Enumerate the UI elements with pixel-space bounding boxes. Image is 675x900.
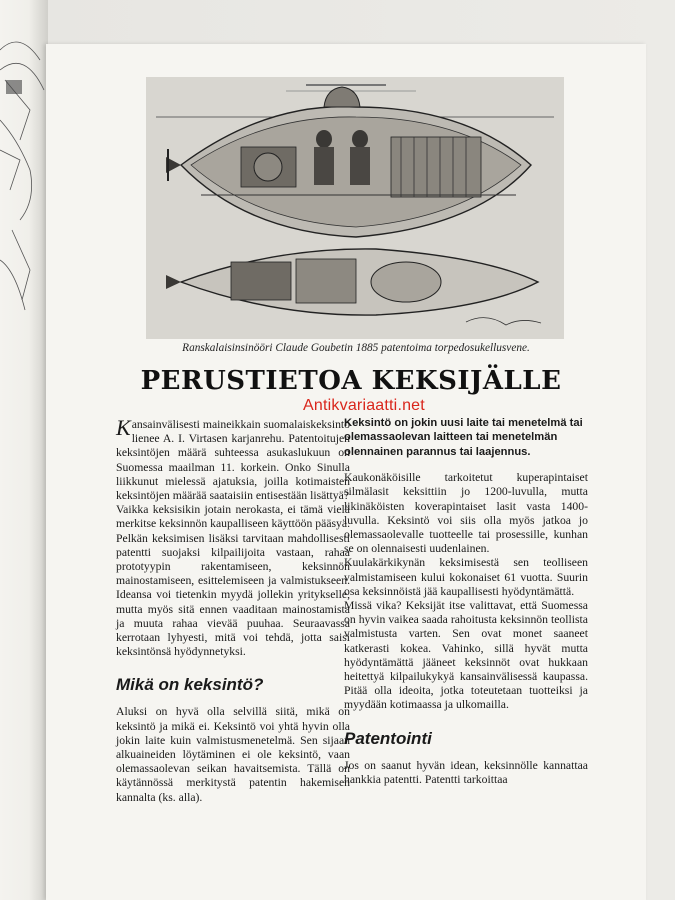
adjacent-page-edge	[0, 0, 48, 900]
section-heading: Mikä on keksintö?	[116, 675, 264, 695]
intro-paragraph	[116, 415, 350, 503]
paragraph: Aluksi on hyvä olla selvillä siitä, mikä on keksintö ja mikä ei. Keksintö voi yhtä hyvin olla jokin laite kuin valmistusmenetelmä. Sen sijaan alkuaineiden löytäminen ei ole keksintö, vaan olemassaolevan seikan havaitsemista. Tällä on käytännössä merkitystä patentin hakemisen kannalta (ks. alla).	[116, 705, 350, 804]
intro-text: ansainvälisesti maineikkain suomalaiskeksintö lienee A. I. Virtasen karjanrehu. Patentoitujen keksintöjen määrä suhteessa asukaslukuun on Suomessa maailman 11. korkein. Onko Sinulla liikkunut mielessä ajatuksia, joilla kotimaisten keksintöjen määrää saataisiin entisestään lisättyä?	[116, 418, 350, 503]
article-headline: PERUSTIETOA KEKSIJÄLLE	[140, 366, 562, 396]
definition-lead: Keksintö on jokin uusi laite tai menetelmä tai olemassaolevan laitteen tai menetelmän olennainen parannus tai laajennus.	[344, 417, 583, 458]
adjacent-page-sketch	[0, 20, 48, 320]
book-page	[46, 44, 646, 900]
submarine-illustration	[146, 77, 564, 339]
left-column	[116, 415, 351, 805]
drop-cap: K	[116, 415, 131, 440]
section-heading: Patentointi	[344, 728, 432, 748]
paragraph: Kuulakärkikynän keksimisestä sen teolliseen valmistamiseen kului kokonaiset 61 vuotta. Suurin osa keksinnöistä jää kaupallisesti hyödyntämättä.	[344, 556, 588, 598]
paragraph: Kaukonäköisille tarkoitetut kuperapintaiset silmälasit keksittiin jo 1200-luvulla, mutta likinäköisten koverapintaiset lasit vasta 1400-luvulla. Keksintö voi siis olla myös jatkoa jo olemassaolevalle tuotteelle tai prosessille, kunhan se on olennaisesti uudenlainen.	[344, 471, 588, 556]
right-column	[344, 416, 588, 787]
paragraph: Missä vika? Keksijät itse valittavat, että Suomessa on hyvin vaikea saada rahoitusta keksinnön teollista valmistusta varten. Sen ovat monet saaneet katkerasti kokea. Vahinko, sillä hyvät mutta hyödyntämättä jääneet keksinnöt ovat hukkaan heitettyä kilpailukykyä kansainvälisessä kaupassa. Pitää olla ideoita, jotka toteutetaan tuotteiksi ja myydään kotimaassa ja ulkomailla.	[344, 599, 588, 712]
paragraph: Vaikka keksisikin jotain nerokasta, ei tämä vielä merkitse keksinnön kaupalliseen käyttöön pääsyä. Pelkän keksimisen lisäksi tarvitaan mahdollisesti patentti suojaksi kilpailijoita vastaan, rahaa prototyypin rakentamiseen, keksinnön mainostamiseen, esittelemiseen ja valmistukseen. Ideansa voi tietenkin myydä jollekin yritykselle, mutta myös sitä ennen vaaditaan mainostamista ja muuta rahaa vievää puuhaa. Seuraavassa kerrotaan lyhyesti, mitä voi tehdä, jotta saisi keksintönsä hyödynnetyksi.	[116, 503, 351, 659]
watermark: Antikvariaatti.net	[303, 397, 425, 414]
paragraph: Jos on saanut hyvän idean, keksinnölle kannattaa hankkia patentti. Patentti tarkoittaa	[344, 758, 588, 786]
illustration-caption: Ranskalaisinsinööri Claude Goubetin 1885 patentoima torpedosukellusvene.	[182, 342, 530, 354]
